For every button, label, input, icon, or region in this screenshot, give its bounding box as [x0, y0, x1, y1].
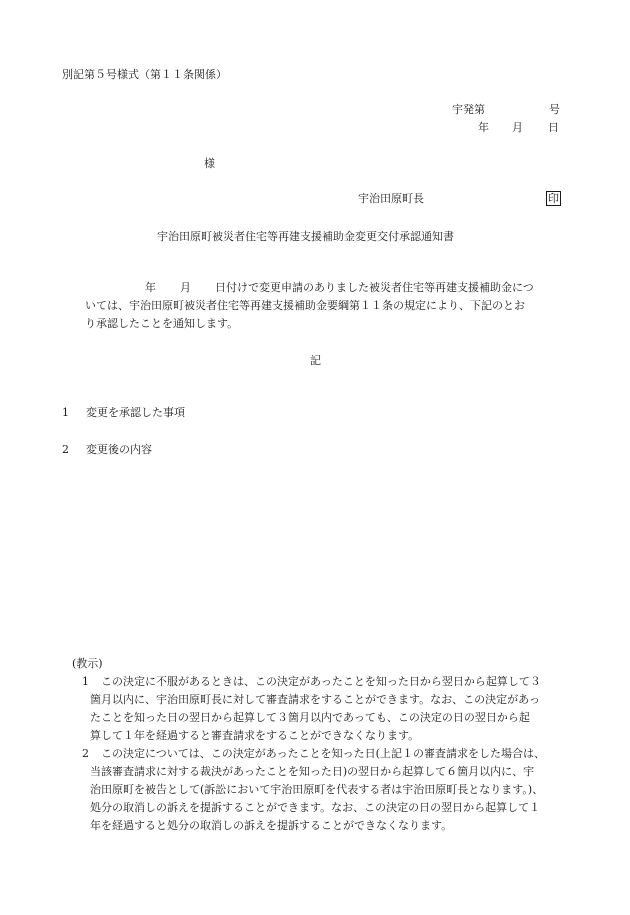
- document-title: 宇治田原町被災者住宅等再建支援補助金変更交付承認通知書: [157, 230, 454, 243]
- notice-heading: (教示): [72, 657, 103, 670]
- notice-item-1-line: 算して１年を経過すると審査請求をすることができなくなります。: [90, 729, 420, 742]
- date-day: 日: [548, 121, 559, 134]
- notice-item-2-line: 当該審査請求に対する裁決があったことを知った日)の翌日から起算して６箇月以内に、宇: [90, 765, 535, 778]
- notice-item-2-line: この決定については、この決定があったことを知った日(上記１の審査請求をした場合は、: [101, 747, 545, 760]
- item-1-number: 1: [62, 406, 69, 419]
- issue-number-prefix: 宇発第: [452, 103, 485, 116]
- sender-title: 宇治田原町長: [358, 192, 424, 205]
- body-line-1: 日付けで変更申請のありました被災者住宅等再建支援補助金につ: [215, 281, 534, 294]
- body-year: 年: [145, 281, 156, 294]
- date-year: 年: [478, 121, 489, 134]
- seal-mark: [546, 191, 561, 206]
- ki-marker: 記: [310, 354, 321, 367]
- notice-item-2-line: 治田原町を被告として(訴訟において宇治田原町を代表する者は宇治田原町長となります。)、: [90, 783, 544, 796]
- body-line-3: り承認したことを通知します。: [85, 317, 239, 330]
- issue-number-suffix: 号: [549, 103, 560, 116]
- notice-item-1-line: たことを知った日の翌日から起算して３箇月以内であっても、この決定の日の翌日から起: [90, 711, 530, 724]
- seal-icon: 印: [548, 192, 559, 205]
- notice-item-2-line: 処分の取消しの訴えを提訴することができます。なお、この決定の日の翌日から起算して１: [90, 801, 541, 814]
- body-month: 月: [180, 281, 191, 294]
- notice-item-1-line: 箇月以内に、宇治田原町長に対して審査請求をすることができます。なお、この決定があっ: [90, 693, 541, 706]
- notice-item-1-number: 1: [82, 675, 89, 688]
- notice-item-2-line: 年を経過すると処分の取消しの訴えを提訴することができなくなります。: [90, 819, 453, 832]
- body-line-2: いては、宇治田原町被災者住宅等再建支援補助金要綱第１１条の規定により、下記のとお: [85, 299, 525, 312]
- date-month: 月: [512, 121, 523, 134]
- notice-item-2-number: 2: [82, 747, 89, 760]
- form-label: 別記第５号様式（第１１条関係）: [62, 68, 227, 81]
- item-2-label: 変更後の内容: [86, 443, 152, 456]
- notice-item-1-line: この決定に不服があるときは、この決定があったことを知った日から翌日から起算して３: [101, 675, 541, 688]
- item-2-number: 2: [62, 443, 69, 456]
- item-1-label: 変更を承認した事項: [86, 406, 185, 419]
- addressee-honorific: 様: [204, 157, 215, 170]
